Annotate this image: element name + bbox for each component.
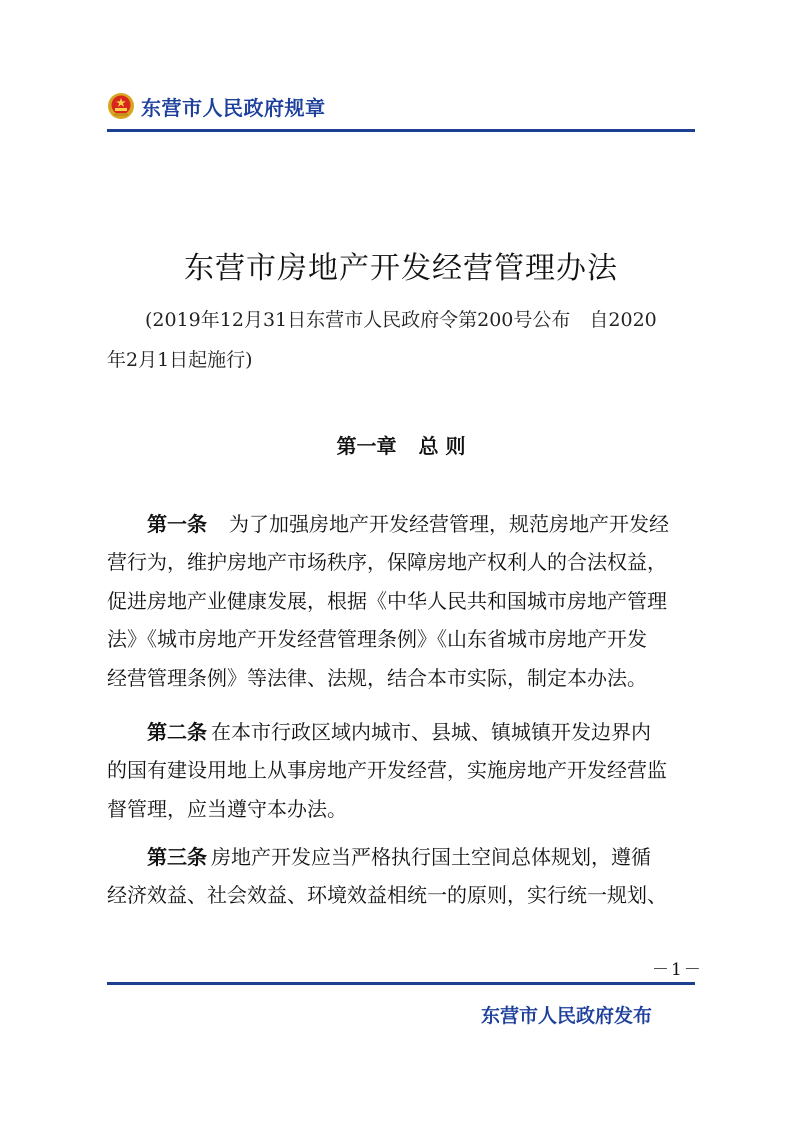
article-2: [107, 713, 695, 828]
article-text: 为了加强房地产开发经营管理，规范房地产开发经: [229, 512, 669, 536]
article-text: 房地产开发应当严格执行国土空间总体规划，遵循: [211, 845, 651, 869]
header-divider: [107, 129, 695, 132]
article-number: 第三条: [147, 845, 207, 869]
chapter-number: 第一章: [336, 434, 397, 458]
chapter-heading: [107, 430, 695, 459]
article-line: 促进房地产业健康发展，根据《中华人民共和国城市房地产管理: [107, 588, 667, 613]
article-line: 经济效益、社会效益、环境效益相统一的原则，实行统一规划、: [107, 883, 667, 908]
page-number: －1－: [652, 960, 703, 980]
promulgation-line-1: (2019年12月31日东营市人民政府令第200号公布 自2020: [145, 309, 657, 331]
promulgation-line-2: 年2月1日起施行): [107, 349, 253, 371]
article-line: 的国有建设用地上从事房地产开发经营，实施房地产开发经营监: [107, 758, 667, 783]
article-text: 在本市行政区域内城市、县城、镇城镇开发边界内: [211, 720, 651, 744]
article-line: [107, 713, 695, 751]
footer-publisher: 东营市人民政府发布: [481, 1005, 653, 1027]
article-1: [107, 505, 695, 697]
article-line: 营行为，维护房地产市场秩序，保障房地产权利人的合法权益，: [107, 550, 667, 575]
national-emblem-icon: [107, 92, 135, 120]
document-title: 东营市房地产开发经营管理办法: [184, 251, 618, 286]
article-3: [107, 838, 695, 915]
footer-divider: [107, 982, 695, 985]
chapter-name: 总 则: [418, 434, 466, 458]
article-line: 督管理，应当遵守本办法。: [107, 796, 347, 821]
article-number: 第二条: [147, 720, 207, 744]
article-number: 第一条: [147, 512, 207, 536]
header-title: 东营市人民政府规章: [141, 95, 326, 120]
page-header: [107, 88, 326, 124]
article-line: [107, 505, 695, 543]
article-line: [107, 838, 695, 876]
article-line: 经营管理条例》等法律、法规，结合本市实际，制定本办法。: [107, 665, 647, 690]
article-line: 法》《城市房地产开发经营管理条例》《山东省城市房地产开发: [107, 627, 647, 652]
